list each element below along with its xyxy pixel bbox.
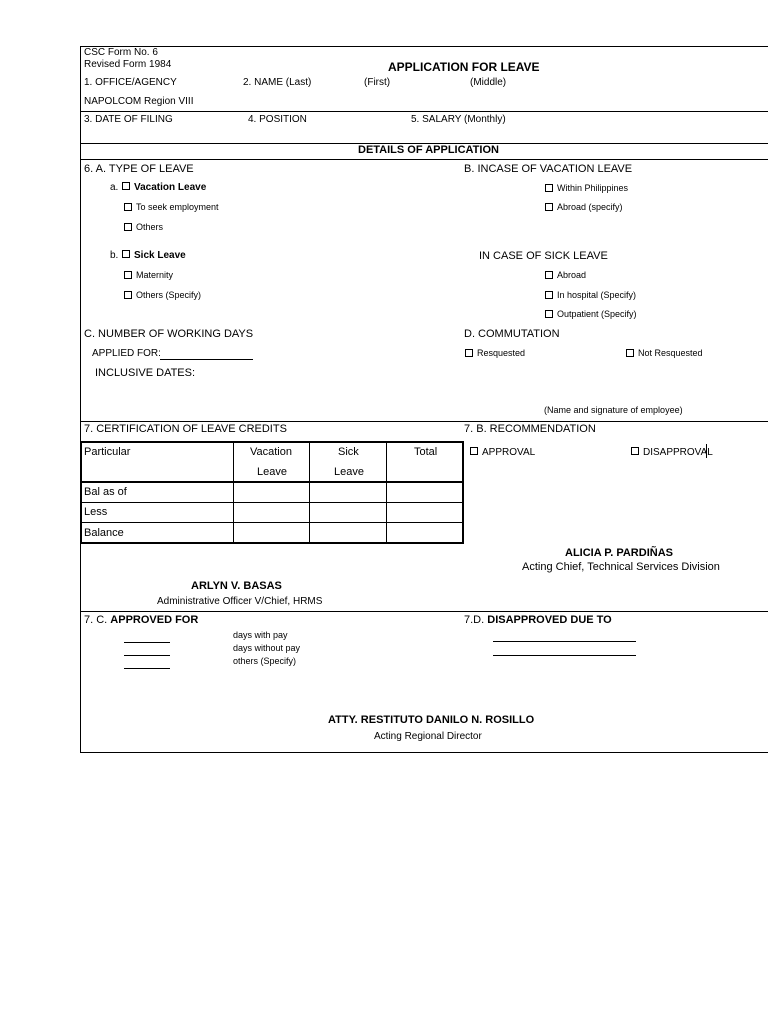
approval-option[interactable]	[470, 448, 535, 458]
disapproved-reason-line-1[interactable]	[493, 641, 636, 642]
approved-for-heading	[84, 615, 198, 626]
others-specify-approved-label: others (Specify)	[233, 656, 297, 666]
disapproval-checkbox[interactable]	[631, 447, 639, 455]
abroad-specify-checkbox[interactable]	[545, 203, 553, 211]
salary-label: 5. SALARY (Monthly)	[411, 114, 506, 125]
in-hospital-checkbox[interactable]	[545, 291, 553, 299]
outpatient-checkbox[interactable]	[545, 310, 553, 318]
table-col-divider	[309, 441, 310, 544]
outpatient-label: Outpatient (Specify)	[557, 309, 637, 319]
rosillo-name: ATTY. RESTITUTO DANILO N. ROSILLO	[328, 714, 535, 726]
col-sick-line1: Sick	[338, 446, 359, 458]
disapproved-heading	[464, 615, 612, 626]
sick-leave-marker: b.	[110, 250, 119, 261]
col-total: Total	[414, 446, 438, 458]
pardinas-name: ALICIA P. PARDIÑAS	[565, 547, 673, 559]
abroad-specify-label: Abroad (specify)	[557, 202, 623, 212]
vacation-leave-checkbox[interactable]	[122, 182, 130, 190]
commutation-not-requested-option[interactable]	[626, 349, 703, 358]
col-vacation-line1: Vacation	[250, 446, 292, 458]
approved-for-label: APPROVED FOR	[110, 614, 199, 626]
working-days-heading: C. NUMBER OF WORKING DAYS	[84, 328, 254, 340]
commutation-requested-option[interactable]	[465, 349, 525, 358]
disapproval-option[interactable]	[631, 448, 713, 458]
days-with-pay-field[interactable]	[124, 642, 170, 643]
approved-for-prefix: 7. C.	[84, 614, 108, 626]
text-cursor	[706, 444, 707, 458]
outpatient-option[interactable]	[545, 310, 637, 319]
col-sick-line2: Leave	[334, 466, 364, 478]
seek-employment-checkbox[interactable]	[124, 203, 132, 211]
within-philippines-option[interactable]	[545, 184, 628, 193]
vacation-case-heading: B. INCASE OF VACATION LEAVE	[464, 163, 633, 175]
commutation-heading: D. COMMUTATION	[464, 328, 560, 340]
others-specify-field[interactable]	[124, 668, 170, 669]
employee-signature-caption: (Name and signature of employee)	[544, 405, 683, 415]
certification-heading: 7. CERTIFICATION OF LEAVE CREDITS	[84, 423, 287, 435]
approval-checkbox[interactable]	[470, 447, 478, 455]
table-header-divider	[80, 481, 464, 483]
days-without-pay-label: days without pay	[233, 643, 301, 653]
maternity-checkbox[interactable]	[124, 271, 132, 279]
sick-abroad-checkbox[interactable]	[545, 271, 553, 279]
sick-case-heading: IN CASE OF SICK LEAVE	[479, 250, 608, 262]
applied-for-field[interactable]	[160, 359, 253, 360]
vacation-leave-label: Vacation Leave	[134, 182, 207, 193]
applied-for-label: APPLIED FOR:	[92, 348, 161, 359]
maternity-label: Maternity	[136, 270, 174, 280]
within-philippines-label: Within Philippines	[557, 183, 629, 193]
commutation-requested-checkbox[interactable]	[465, 349, 473, 357]
commutation-requested-label: Resquested	[477, 348, 526, 358]
recommendation-heading: 7. B. RECOMMENDATION	[464, 423, 596, 435]
pardinas-title: Acting Chief, Technical Services Division	[522, 561, 720, 573]
basas-name: ARLYN V. BASAS	[191, 580, 282, 592]
seek-employment-label: To seek employment	[136, 202, 219, 212]
table-col-divider	[233, 441, 234, 544]
sick-abroad-label: Abroad	[557, 270, 587, 280]
sick-leave-checkbox[interactable]	[122, 250, 130, 258]
row-balance: Balance	[84, 527, 124, 539]
office-agency-label: 1. OFFICE/AGENCY	[84, 77, 177, 88]
form-title: APPLICATION FOR LEAVE	[388, 60, 540, 74]
col-particular: Particular	[84, 446, 131, 458]
disapproved-prefix: 7.D.	[464, 614, 485, 626]
divider-approved-top	[80, 611, 768, 612]
divider-certification-top	[80, 421, 768, 422]
commutation-not-requested-label: Not Resquested	[638, 348, 703, 358]
vacation-leave-marker: a.	[110, 182, 119, 193]
row-less: Less	[84, 506, 108, 518]
approval-label: APPROVAL	[482, 447, 536, 458]
basas-title: Administrative Officer V/Chief, HRMS	[157, 596, 323, 607]
maternity-option[interactable]	[124, 271, 173, 280]
date-of-filing-label: 3. DATE OF FILING	[84, 114, 173, 125]
form-revision: Revised Form 1984	[84, 59, 172, 70]
table-row-divider	[80, 522, 464, 523]
disapproved-label: DISAPPROVED DUE TO	[487, 614, 612, 626]
others-checkbox[interactable]	[124, 223, 132, 231]
table-row-divider	[80, 502, 464, 503]
sick-leave-option[interactable]	[122, 251, 186, 261]
office-agency-value: NAPOLCOM Region VIII	[84, 96, 194, 107]
col-vacation-line2: Leave	[257, 466, 287, 478]
others-specify-checkbox[interactable]	[124, 291, 132, 299]
in-hospital-option[interactable]	[545, 291, 636, 300]
rosillo-title: Acting Regional Director	[374, 731, 482, 742]
disapproved-reason-line-2[interactable]	[493, 655, 636, 656]
in-hospital-label: In hospital (Specify)	[557, 290, 637, 300]
form-number: CSC Form No. 6	[84, 47, 158, 58]
divider-details-bottom	[80, 159, 768, 160]
name-first-label: (First)	[364, 77, 391, 88]
vacation-leave-option[interactable]	[122, 183, 206, 193]
others-specify-option[interactable]	[124, 291, 201, 300]
details-of-application-title: DETAILS OF APPLICATION	[358, 144, 499, 156]
commutation-not-requested-checkbox[interactable]	[626, 349, 634, 357]
days-without-pay-field[interactable]	[124, 655, 170, 656]
name-last-label: 2. NAME (Last)	[243, 77, 312, 88]
table-col-divider	[386, 441, 387, 544]
position-label: 4. POSITION	[248, 114, 307, 125]
sick-abroad-option[interactable]	[545, 271, 586, 280]
seek-employment-option[interactable]	[124, 203, 219, 212]
within-philippines-checkbox[interactable]	[545, 184, 553, 192]
divider-row2-top	[80, 111, 768, 112]
inclusive-dates-label: INCLUSIVE DATES:	[95, 367, 196, 379]
days-with-pay-label: days with pay	[233, 630, 288, 640]
others-specify-label: Others (Specify)	[136, 290, 202, 300]
type-of-leave-heading: 6. A. TYPE OF LEAVE	[84, 163, 194, 175]
others-label: Others	[136, 222, 164, 232]
others-option[interactable]	[124, 223, 163, 232]
row-bal-as-of: Bal as of	[84, 486, 127, 498]
disapproval-label: DISAPPROVAL	[643, 447, 713, 458]
name-middle-label: (Middle)	[470, 77, 507, 88]
sick-leave-label: Sick Leave	[134, 250, 186, 261]
abroad-specify-option[interactable]	[545, 203, 623, 212]
